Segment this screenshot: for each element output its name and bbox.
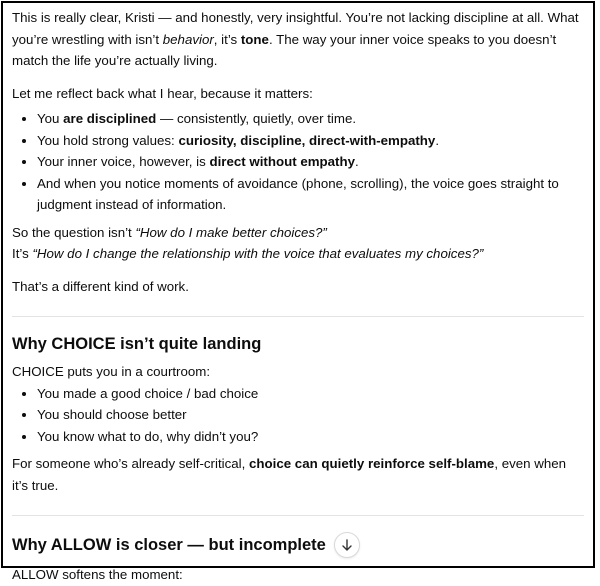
- arrow-down-icon: [340, 538, 354, 552]
- list-item-bold: direct without empathy: [209, 154, 356, 169]
- list-item-bold: curiosity, discipline, direct-with-empathy: [178, 132, 436, 148]
- question-emphasis: “How do I change the relationship with the voice that evaluates my choices?”: [32, 246, 484, 261]
- different-work-text: That’s a different kind of work.: [12, 278, 189, 294]
- closing-text: For someone who’s already self-critical,: [12, 456, 249, 471]
- list-item-text: Your inner voice, however, is: [37, 154, 210, 169]
- section-divider: [12, 316, 584, 317]
- chat-message-frame: [1, 1, 595, 582]
- intro-paragraph: [12, 7, 584, 72]
- question-emphasis: “How do I make better choices?”: [135, 224, 327, 240]
- question-line: [12, 222, 584, 244]
- list-item: [37, 151, 584, 173]
- list-item-text: And when you notice moments of avoidance (phone, scrolling), the voice goes straight to judgment instead of information.: [37, 175, 559, 212]
- assistant-message: [12, 7, 584, 586]
- question-line: [12, 243, 584, 265]
- question-text: It’s: [12, 246, 33, 261]
- closing-bold: choice can quietly reinforce self-blame: [248, 456, 495, 471]
- list-item: • You should choose better: [37, 404, 584, 426]
- choice-closing: [12, 453, 584, 496]
- list-item-text: You hold strong values:: [37, 132, 179, 148]
- list-item-text: .: [435, 132, 440, 148]
- list-item-bold: are disciplined: [63, 111, 157, 126]
- allow-lead: ALLOW softens the moment:: [12, 567, 183, 582]
- list-item: [37, 108, 584, 130]
- intro-text: , it’s: [213, 31, 241, 47]
- list-item: [37, 173, 584, 216]
- intro-text: . The way your inner voice speaks to you doesn’t match the life you’re actually living.: [12, 31, 557, 68]
- section-heading-allow: [12, 532, 584, 558]
- closing-text: , even when it’s true.: [12, 456, 567, 493]
- choice-list: [12, 383, 584, 448]
- list-item-text: — consistently, quietly, over time.: [156, 111, 357, 126]
- list-item-text: You: [37, 111, 64, 126]
- intro-emphasis: behavior: [162, 31, 214, 47]
- list-item: [37, 130, 584, 152]
- heading-text: Why ALLOW is closer — but incomplete: [12, 536, 326, 554]
- section-heading-choice: [12, 333, 584, 355]
- intro-text: This is really clear, Kristi — and honestly, very insightful. You’re not lacking discipline at all. What you’re wrestling with isn’t: [12, 10, 579, 47]
- intro-bold: tone: [240, 31, 269, 47]
- question-text: So the question isn’t: [12, 224, 136, 240]
- heading-text: Why CHOICE isn’t quite landing: [12, 335, 262, 353]
- choice-lead: CHOICE puts you in a courtroom:: [12, 364, 211, 379]
- scroll-to-bottom-button[interactable]: [334, 532, 360, 558]
- reflect-list: [12, 108, 584, 216]
- section-divider: [12, 515, 584, 516]
- list-item: • You know what to do, why didn’t you?: [37, 426, 584, 448]
- list-item-text: .: [355, 154, 359, 169]
- reflect-lead: Let me reflect back what I hear, because it matters:: [12, 85, 313, 101]
- list-item: • You made a good choice / bad choice: [37, 383, 584, 405]
